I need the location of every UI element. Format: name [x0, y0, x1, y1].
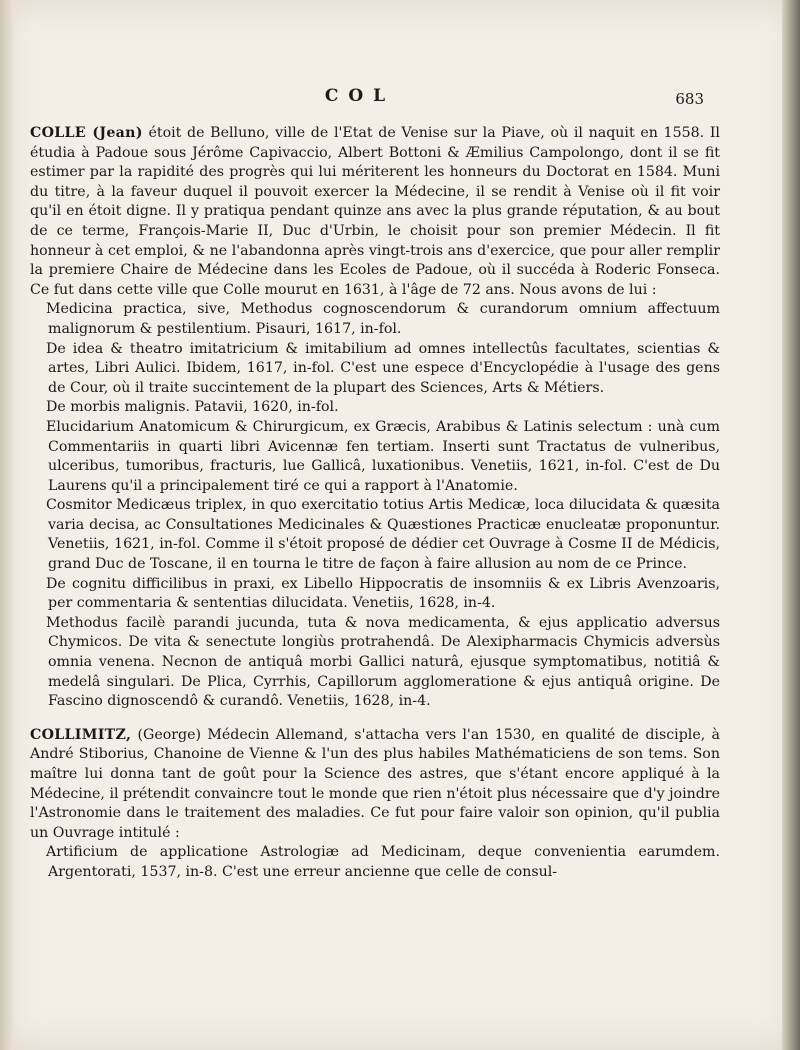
entry-paragraph [30, 124, 720, 300]
work-item: Methodus facilè parandi jucunda, tuta & nova medicamenta, & ejus applicatio adversus Chymicos. De vita & senectute longiùs protrahendâ. De Alexipharmacis Chymicis adversùs omnia venena. Necnon de antiquâ morbi Gallici naturâ, ejusque symptomatibus, notitiâ & medelâ singulari. De Plica, Cyrrhis, Capillorum agglomeratione & ejus antiquâ origine. De Fascino dignoscendô & curandô. Venetiis, 1628, in-4. [46, 614, 720, 710]
page-body [30, 124, 720, 897]
entry-paragraph [30, 726, 720, 844]
entry-colle [30, 124, 720, 712]
page-binding-shadow [0, 0, 14, 1050]
running-head: COL [324, 86, 396, 106]
work-item: Elucidarium Anatomicum & Chirurgicum, ex Græcis, Arabibus & Latinis selectum : unà cum Commentariis in quarti libri Avicennæ fen tertiam. Inserti sunt Tractatus de vulneribus, ulceribus, tumoribus, fracturis, lue Gallicâ, luxationibus. Venetiis, 1621, in-fol. C'est de Du Laurens qu'il a principalement tiré ce qui a rapport à l'Anatomie. [46, 418, 720, 494]
work-item: De morbis malignis. Patavii, 1620, in-fol. [46, 399, 339, 416]
entry-intro: étoit de Belluno, ville de l'Etat de Venise sur la Piave, où il naquit en 1558. Il étudia à Padoue sous Jérôme Capivaccio, Albert Bottoni & Æmilius Campolongo, dont il se fit estimer par la rapidité des progrès qui lui mériterent les honneurs du Doctorat en 1584. Muni du titre, à la faveur duquel il pouvoit exercer la Médecine, il se rendit à Venise où il fit voir qu'il en étoit digne. Il y pratiqua pendant quinze ans avec la plus grande réputation, & au bout de ce terme, François-Marie II, Duc d'Urbin, le choisit pour son premier Médecin. Il fit honneur à cet emploi, & ne l'abandonna après vingt-trois ans d'exercice, que pour aller remplir la premiere Chaire de Médecine dans les Ecoles de Padoue, où il succéda à Roderic Fonseca. Ce fut dans cette ville que Colle mourut en 1631, à l'âge de 72 ans. Nous avons de lui : [30, 125, 720, 298]
page-edge-shadow [782, 0, 800, 1050]
entry-title: COLLE (Jean) [30, 125, 143, 141]
entry-intro: (George) Médecin Allemand, s'attacha vers l'an 1530, en qualité de disciple, à André Stiborius, Chanoine de Vienne & l'un des plus habiles Mathématiciens de son tems. Son maître lui donna tant de goût pour la Science des astres, que s'étant encore appliqué à la Médecine, il prétendit convaincre tout le monde que rien n'étoit plus nécessaire que d'y joindre l'Astronomie dans le traitement des maladies. Ce fut pour faire valoir son opinion, qu'il publia un Ouvrage intitulé : [30, 726, 720, 841]
page-number: 683 [675, 90, 704, 108]
entry-collimitz [30, 726, 720, 883]
entry-title: COLLIMITZ, [30, 726, 132, 743]
work-item: De idea & theatro imitatricium & imitabilium ad omnes intellectûs facultates, scientias & artes, Libri Aulici. Ibidem, 1617, in-fol. C'est une espece d'Encyclopédie à l'usage des gens de Cour, où il traite succintement de la plupart des Sciences, Arts & Métiers. [46, 340, 720, 396]
work-item: Artificium de applicatione Astrologiæ ad Medicinam, deque convenientia earumdem. Argentorati, 1537, in-8. C'est une erreur ancienne que celle de consul- [46, 844, 720, 880]
page-header [0, 86, 800, 116]
work-item: Medicina practica, sive, Methodus cognoscendorum & curandorum omnium affectuum malignorum & pestilentium. Pisauri, 1617, in-fol. [46, 301, 720, 337]
work-item: De cognitu difficilibus in praxi, ex Libello Hippocratis de insomniis & ex Libris Avenzoaris, per commentaria & sententias dilucidata. Venetiis, 1628, in-4. [46, 575, 720, 612]
work-item: Cosmitor Medicæus triplex, in quo exercitatio totius Artis Medicæ, loca dilucidata & quæsita varia decisa, ac Consultationes Medicinales & Quæstiones Practicæ enucleatæ proponuntur. Venetiis, 1621, in-fol. Comme il s'étoit proposé de dédier cet Ouvrage à Cosme II de Médicis, grand Duc de Toscane, il en tourna le titre de façon à faire allusion au nom de ce Prince. [46, 497, 720, 573]
